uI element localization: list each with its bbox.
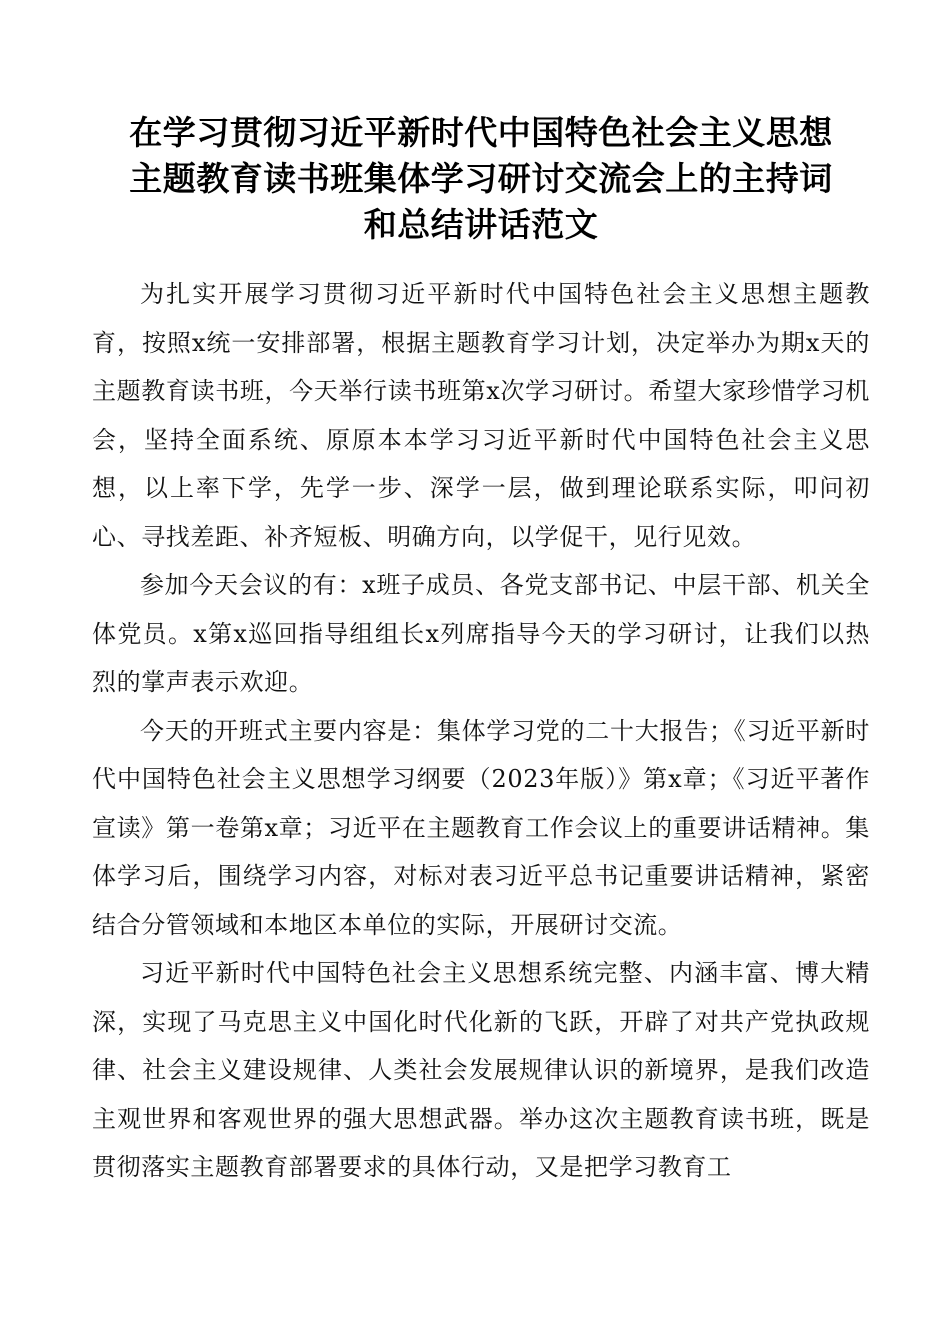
document-body [92,270,870,1192]
document-title [92,110,870,248]
title-line-1: 在学习贯彻习近平新时代中国特色社会主义思想 [129,113,833,152]
paragraph-agenda: 今天的开班式主要内容是：集体学习党的二十大报告；《习近平新时代中国特色社会主义思想学习纲要（2023年版）》第x章；《习近平著作宣读》第一卷第x章；习近平在主题教育工作会议上的重要讲话精神。集体学习后，围绕学习内容，对标对表习近平总书记重要讲话精神，紧密结合分管领域和本地区本单位的实际，开展研讨交流。 [92,716,870,939]
paragraph-attendees: 参加今天会议的有：x班子成员、各党支部书记、中层干部、机关全体党员。x第x巡回指导组组长x列席指导今天的学习研讨，让我们以热烈的掌声表示欢迎。 [92,571,870,696]
title-line-2: 主题教育读书班集体学习研讨交流会上的主持词 [129,159,833,198]
paragraph-opening: 为扎实开展学习贯彻习近平新时代中国特色社会主义思想主题教育，按照x统一安排部署，根据主题教育学习计划，决定举办为期x天的主题教育读书班，今天举行读书班第x次学习研讨。希望大家珍惜学习机会，坚持全面系统、原原本本学习习近平新时代中国特色社会主义思想，以上率下学，先学一步、深学一层，做到理论联系实际，叩问初心、寻找差距、补齐短板、明确方向，以学促干，见行见效。 [92,280,870,551]
paragraph-significance: 习近平新时代中国特色社会主义思想系统完整、内涵丰富、博大精深，实现了马克思主义中国化时代化新的飞跃，开辟了对共产党执政规律、社会主义建设规律、人类社会发展规律认识的新境界，是我们改造主观世界和客观世界的强大思想武器。举办这次主题教育读书班，既是贯彻落实主题教育部署要求的具体行动，又是把学习教育工 [92,959,870,1181]
title-line-3: 和总结讲话范文 [363,205,599,244]
